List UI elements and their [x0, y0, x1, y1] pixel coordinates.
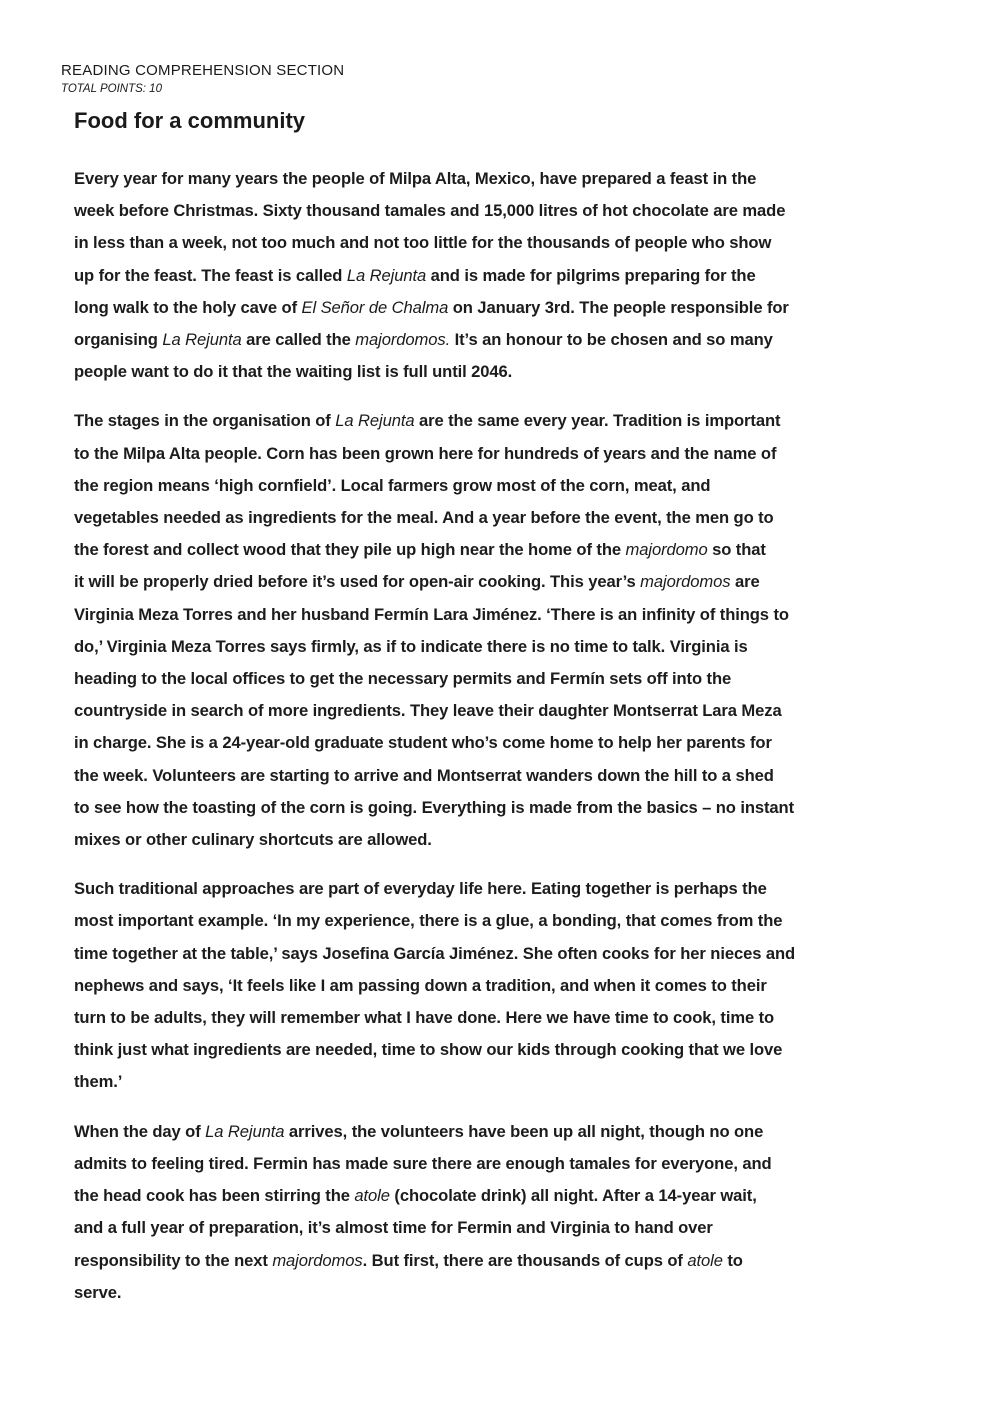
- text-run: arrives, the volunteers have been up all night, though no one: [284, 1121, 764, 1141]
- text-run: the forest and collect wood that they pile up high near the home of the: [74, 540, 626, 560]
- text-run: so that: [707, 540, 766, 560]
- text-run: nephews and says, ‘It feels like I am passing down a tradition, and when it comes to their: [74, 975, 767, 995]
- paragraph-line: [74, 873, 874, 905]
- text-run: the region means ‘high cornfield’. Local farmers grow most of the corn, meat, and: [74, 475, 711, 495]
- paragraph-line: [74, 1212, 874, 1244]
- paragraph-line: [74, 760, 874, 792]
- section-label: READING COMPREHENSION SECTION: [61, 62, 345, 79]
- paragraph-line: [74, 292, 874, 324]
- text-run: countryside in search of more ingredients. They leave their daughter Montserrat Lara Meza: [74, 701, 782, 721]
- paragraph-line: [74, 1034, 874, 1066]
- section-header: [61, 62, 661, 96]
- text-run: in less than a week, not too much and not too little for the thousands of people who show: [74, 233, 772, 253]
- text-run: Every year for many years the people of Milpa Alta, Mexico, have prepared a feast in the: [74, 169, 757, 188]
- article-paragraph: [74, 1116, 874, 1309]
- italic-term: El Señor de Chalma: [301, 297, 449, 317]
- italic-term: majordomos.: [355, 330, 451, 350]
- paragraph-line: [74, 405, 874, 437]
- italic-term: majordomos: [640, 572, 731, 592]
- paragraph-line: [74, 938, 874, 970]
- italic-term: atole: [354, 1186, 390, 1206]
- text-run: long walk to the holy cave of: [74, 297, 302, 317]
- italic-term: La Rejunta: [205, 1121, 285, 1141]
- text-run: turn to be adults, they will remember what I have done. Here we have time to cook, time to: [74, 1008, 775, 1028]
- text-run: to see how the toasting of the corn is going. Everything is made from the basics – no instant: [74, 797, 795, 817]
- paragraph-line: [74, 502, 874, 534]
- text-run: people want to do it that the waiting list is full until 2046.: [74, 362, 513, 382]
- text-run: the head cook has been stirring the: [74, 1186, 355, 1206]
- text-run: (chocolate drink) all night. After a 14-year wait,: [389, 1186, 757, 1206]
- total-points: TOTAL POINTS: 10: [61, 83, 162, 95]
- article-body: [74, 163, 874, 1309]
- text-run: time together at the table,’ says Josefina García Jiménez. She often cooks for her nieces and: [74, 943, 796, 963]
- text-run: most important example. ‘In my experience, there is a glue, a bonding, that comes from the: [74, 911, 783, 931]
- text-run: It’s an honour to be chosen and so many: [450, 330, 773, 350]
- italic-term: La Rejunta: [162, 330, 242, 350]
- text-run: it will be properly dried before it’s used for open-air cooking. This year’s: [74, 572, 641, 592]
- text-run: are the same every year. Tradition is important: [414, 411, 781, 431]
- italic-term: majordomo: [625, 540, 708, 560]
- article-paragraph: [74, 873, 874, 1098]
- text-run: are: [730, 572, 760, 592]
- paragraph-line: [74, 1066, 874, 1098]
- text-run: Such traditional approaches are part of everyday life here. Eating together is perhaps the: [74, 879, 767, 899]
- paragraph-line: [74, 824, 874, 856]
- text-run: think just what ingredients are needed, time to show our kids through cooking that we love: [74, 1040, 783, 1060]
- paragraph-line: [74, 631, 874, 663]
- italic-term: atole: [687, 1250, 723, 1270]
- paragraph-line: [74, 1180, 874, 1212]
- paragraph-line: [74, 970, 874, 1002]
- article-paragraph: [74, 163, 874, 388]
- paragraph-line: [74, 438, 874, 470]
- text-run: Virginia Meza Torres and her husband Fermín Lara Jiménez. ‘There is an infinity of things to: [74, 604, 789, 624]
- article-title: Food for a community: [74, 108, 305, 133]
- italic-term: majordomos: [272, 1250, 363, 1270]
- italic-term: La Rejunta: [335, 411, 415, 431]
- text-run: them.’: [74, 1072, 123, 1092]
- paragraph-line: [74, 1277, 874, 1309]
- paragraph-line: [74, 534, 874, 566]
- paragraph-line: [74, 260, 874, 292]
- paragraph-line: [74, 566, 874, 598]
- paragraph-line: [74, 470, 874, 502]
- paragraph-line: [74, 727, 874, 759]
- text-run: . But first, there are thousands of cups of: [362, 1250, 688, 1270]
- text-run: serve.: [74, 1282, 122, 1302]
- article-paragraph: [74, 405, 874, 856]
- paragraph-line: [74, 163, 874, 195]
- text-run: When the day of: [74, 1121, 206, 1141]
- text-run: to: [722, 1250, 743, 1270]
- paragraph-line: [74, 792, 874, 824]
- text-run: mixes or other culinary shortcuts are allowed.: [74, 830, 432, 850]
- paragraph-line: [74, 1116, 874, 1148]
- text-run: heading to the local offices to get the necessary permits and Fermín sets off into the: [74, 669, 732, 689]
- paragraph-line: [74, 227, 874, 259]
- paragraph-line: [74, 356, 874, 388]
- italic-term: La Rejunta: [346, 265, 427, 285]
- text-run: to the Milpa Alta people. Corn has been grown here for hundreds of years and the name of: [74, 443, 777, 463]
- text-run: are called the: [241, 330, 356, 350]
- text-run: and is made for pilgrims preparing for the: [426, 265, 756, 285]
- text-run: the week. Volunteers are starting to arrive and Montserrat wanders down the hill to a shed: [74, 765, 774, 785]
- text-run: week before Christmas. Sixty thousand tamales and 15,000 litres of hot chocolate are made: [74, 201, 786, 221]
- text-run: responsibility to the next: [74, 1250, 273, 1270]
- text-run: do,’ Virginia Meza Torres says firmly, as if to indicate there is no time to talk. Virginia is: [74, 636, 748, 656]
- paragraph-line: [74, 663, 874, 695]
- text-run: vegetables needed as ingredients for the meal. And a year before the event, the men go to: [74, 508, 774, 528]
- paragraph-line: [74, 905, 874, 937]
- text-run: The stages in the organisation of: [74, 411, 336, 431]
- paragraph-line: [74, 195, 874, 227]
- text-run: up for the feast. The feast is called: [74, 265, 347, 285]
- paragraph-line: [74, 1245, 874, 1277]
- paragraph-line: [74, 1148, 874, 1180]
- paragraph-line: [74, 324, 874, 356]
- text-run: organising: [74, 330, 163, 350]
- text-run: on January 3rd. The people responsible for: [448, 297, 789, 317]
- paragraph-line: [74, 1002, 874, 1034]
- paragraph-line: [74, 695, 874, 727]
- paragraph-line: [74, 599, 874, 631]
- text-run: and a full year of preparation, it’s almost time for Fermin and Virginia to hand over: [74, 1218, 713, 1238]
- text-run: in charge. She is a 24-year-old graduate student who’s come home to help her parents for: [74, 733, 772, 753]
- text-run: admits to feeling tired. Fermin has made sure there are enough tamales for everyone, and: [74, 1153, 772, 1173]
